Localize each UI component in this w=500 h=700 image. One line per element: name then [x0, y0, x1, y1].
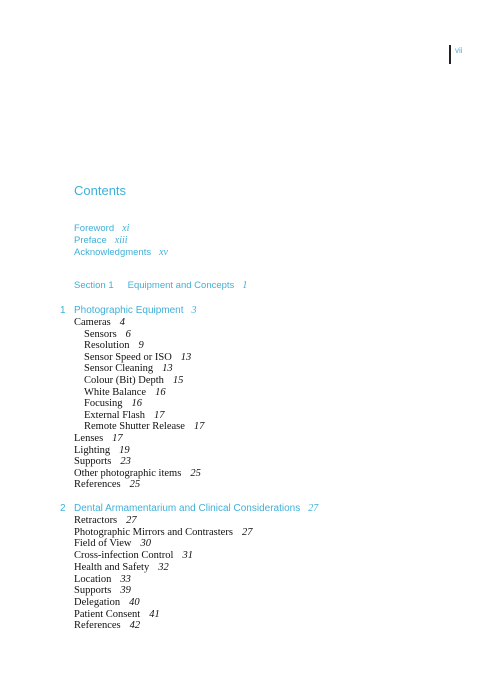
toc-label: Preface — [74, 235, 107, 246]
toc-entry[interactable] — [84, 329, 131, 341]
toc-entry[interactable] — [74, 538, 151, 550]
toc-page: 16 — [155, 386, 166, 398]
toc-page: 41 — [149, 608, 160, 620]
toc-page: 23 — [120, 456, 131, 468]
chapter-title: Photographic Equipment — [74, 305, 184, 316]
toc-label: Lenses — [74, 433, 104, 444]
toc-label: Lighting — [74, 444, 111, 456]
toc-entry[interactable] — [74, 479, 140, 491]
chapter-number: 1 — [60, 305, 66, 316]
toc-page: 33 — [120, 573, 131, 585]
toc-page: 17 — [112, 433, 123, 444]
toc-label: Patient Consent — [74, 608, 141, 620]
toc-label: Delegation — [74, 596, 121, 608]
toc-label: Field of View — [74, 538, 132, 550]
toc-label: Cross-infection Control — [74, 550, 174, 562]
toc-page: 19 — [119, 444, 130, 456]
toc-page: xiii — [114, 235, 128, 246]
toc-page: 32 — [158, 561, 169, 573]
page-title: Contents — [74, 183, 127, 198]
toc-page: 25 — [129, 479, 141, 491]
toc-page: 13 — [162, 363, 173, 375]
toc-entry[interactable] — [74, 585, 131, 597]
toc-section-1[interactable] — [74, 280, 247, 291]
toc-chapter-1[interactable] — [60, 305, 197, 316]
page-marker-bar — [449, 45, 451, 64]
toc-label: Sensor Speed or ISO — [84, 351, 172, 363]
toc-label: Focusing — [84, 398, 123, 410]
toc-page: 6 — [125, 328, 131, 340]
toc-label: Supports — [74, 456, 112, 468]
toc-page: 27 — [241, 526, 253, 538]
toc-label: Foreword — [74, 223, 115, 234]
toc-label: Colour (Bit) Depth — [84, 375, 164, 386]
chapter-number: 2 — [60, 503, 66, 514]
toc-entry[interactable] — [84, 421, 204, 433]
toc-page: 25 — [190, 467, 201, 479]
chapter-title: Dental Armamentarium and Clinical Considerations — [74, 503, 301, 514]
toc-label: Sensor Cleaning — [84, 363, 154, 375]
toc-entry[interactable] — [84, 387, 166, 399]
toc-page: 9 — [138, 340, 144, 352]
toc-entry[interactable] — [84, 410, 164, 422]
toc-entry[interactable] — [74, 574, 131, 586]
toc-chapter-2[interactable] — [60, 503, 318, 514]
toc-page: xi — [122, 223, 130, 234]
toc-page: 13 — [180, 351, 192, 363]
toc-label: Retractors — [74, 515, 118, 526]
chapter-page: 3 — [191, 305, 197, 316]
toc-label: Supports — [74, 585, 112, 597]
toc-page: 27 — [126, 515, 137, 526]
toc-entry[interactable] — [84, 398, 142, 410]
toc-label: Sensors — [84, 328, 117, 340]
toc-front-acknowledgments[interactable] — [74, 247, 168, 259]
toc-page: 42 — [129, 620, 141, 632]
toc-page: 17 — [153, 409, 165, 421]
toc-label: Health and Safety — [74, 561, 150, 573]
toc-page: 31 — [182, 550, 193, 562]
toc-entry[interactable] — [84, 352, 191, 364]
toc-page: xv — [159, 247, 168, 258]
toc-front-foreword[interactable] — [74, 223, 129, 235]
toc-label: Cameras — [74, 317, 111, 328]
toc-label: White Balance — [84, 386, 147, 398]
toc-label: Photographic Mirrors and Contrasters — [74, 526, 233, 538]
toc-page: 30 — [140, 538, 152, 550]
section-page: 1 — [242, 280, 248, 291]
toc-entry[interactable] — [74, 550, 193, 562]
toc-page: 16 — [131, 398, 143, 410]
toc-label: Remote Shutter Release — [84, 421, 185, 433]
toc-label: References — [74, 479, 121, 491]
toc-entry[interactable] — [74, 515, 137, 527]
toc-entry[interactable] — [74, 317, 125, 329]
page-number: vii — [455, 46, 463, 55]
toc-entry[interactable] — [74, 609, 160, 621]
toc-entry[interactable] — [74, 620, 140, 632]
toc-entry[interactable] — [74, 527, 252, 539]
toc-label: Other photographic items — [74, 467, 182, 479]
toc-label: Location — [74, 573, 112, 585]
toc-entry[interactable] — [74, 468, 201, 480]
toc-label: References — [74, 620, 121, 632]
toc-page: 17 — [193, 421, 205, 433]
toc-entry[interactable] — [74, 562, 169, 574]
toc-entry[interactable] — [84, 363, 173, 375]
toc-entry[interactable] — [84, 340, 144, 352]
toc-page: 4 — [119, 317, 125, 328]
toc-entry[interactable] — [74, 597, 140, 609]
toc-entry[interactable] — [74, 445, 130, 457]
toc-label: External Flash — [84, 409, 145, 421]
toc-page: 40 — [129, 596, 140, 608]
toc-page: 15 — [172, 375, 184, 386]
toc-label: Resolution — [84, 340, 130, 352]
toc-entry[interactable] — [74, 456, 131, 468]
toc-entry[interactable] — [74, 433, 123, 445]
toc-front-preface[interactable] — [74, 235, 128, 247]
toc-label: Acknowledgments — [74, 247, 152, 258]
section-label: Section 1 — [74, 280, 114, 291]
toc-entry[interactable] — [84, 375, 183, 387]
toc-page: 39 — [120, 585, 131, 597]
chapter-page: 27 — [308, 503, 319, 514]
section-title: Equipment and Concepts — [127, 280, 235, 291]
